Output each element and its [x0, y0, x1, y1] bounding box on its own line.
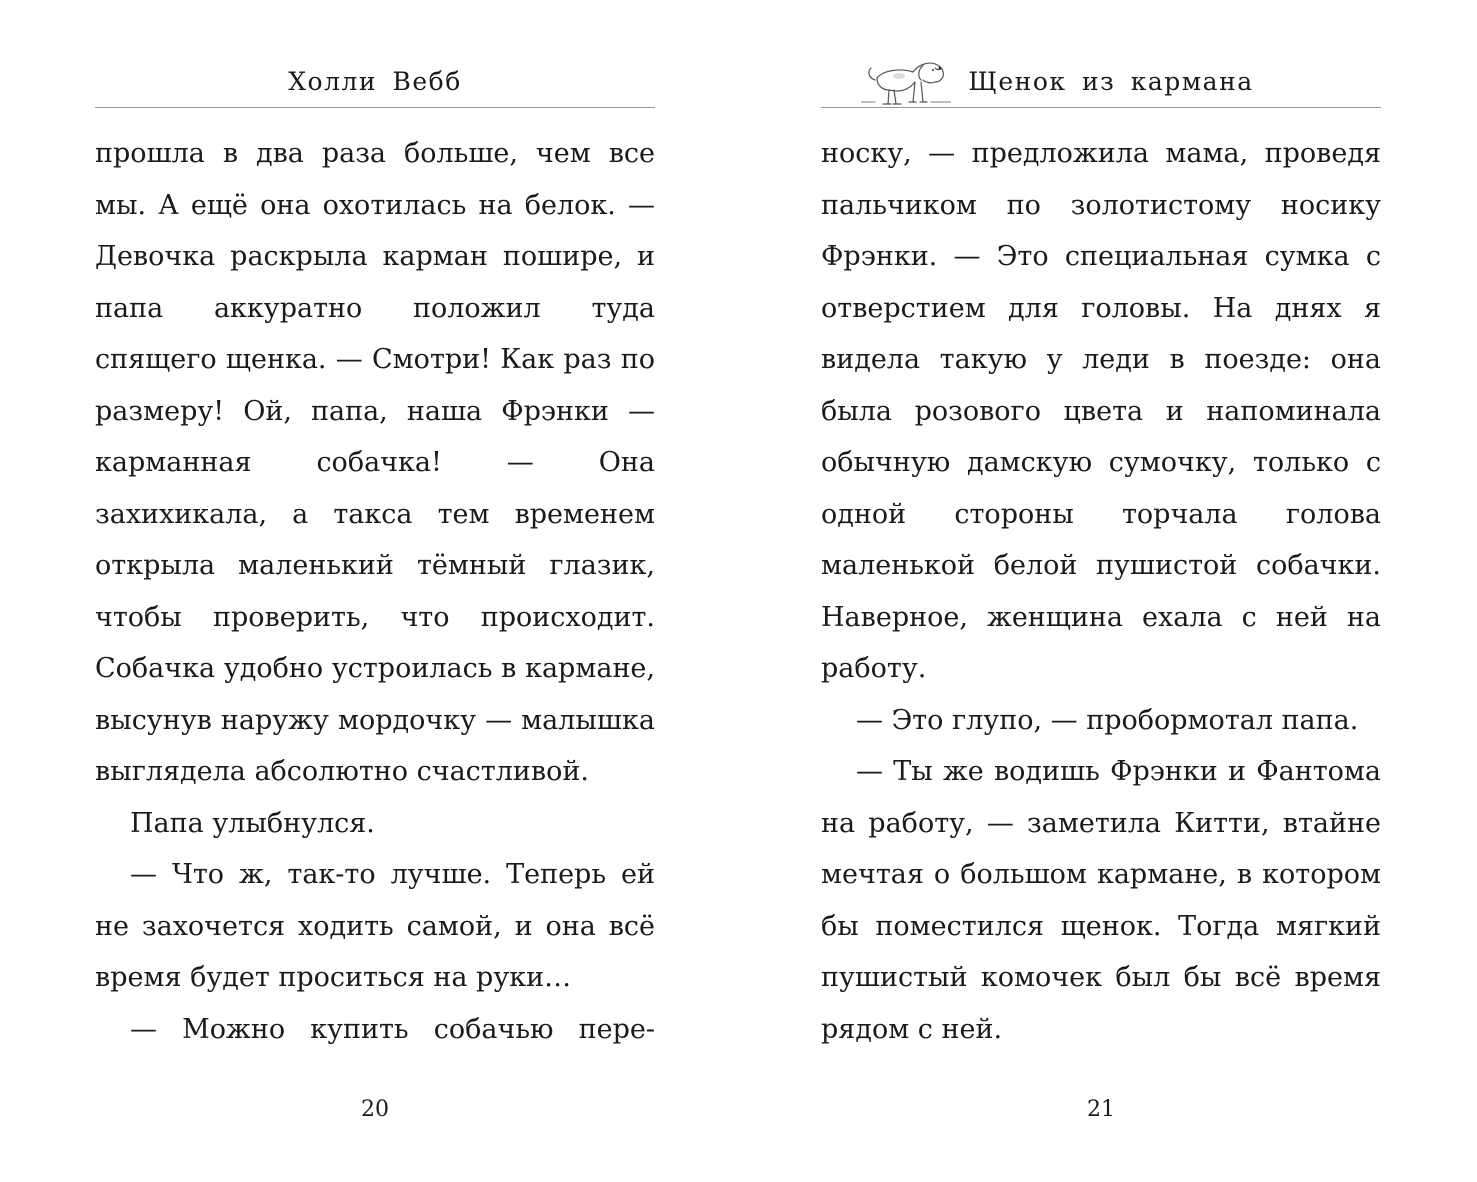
page-text	[95, 128, 655, 1055]
paragraph: Папа улыбнулся.	[130, 807, 375, 839]
paragraph: — Ты же водишь Фрэнки и Фантома на работу, — заметила Китти, втайне мечтая о большом кармане, в котором бы поместился щенок. Тогда мягкий пушистый комочек был бы всё время рядом с ней.	[821, 756, 1381, 1045]
page-number: 20	[361, 1097, 389, 1122]
running-header	[95, 60, 655, 108]
running-header	[821, 60, 1381, 108]
right-page	[821, 0, 1381, 1182]
page-text	[821, 128, 1381, 1055]
page-number: 21	[1087, 1097, 1115, 1122]
paragraph: — Что ж, так-то лучше. Теперь ей не захочется ходить самой, и она всё время будет проситься на руки…	[95, 859, 655, 993]
paragraph: — Можно купить собачью пере-	[130, 1013, 655, 1045]
left-page	[95, 0, 655, 1182]
book-title: Щенок из кармана	[968, 67, 1254, 96]
paragraph: носку, — предложила мама, проведя пальчиком по золотистому носику Фрэнки. — Это специальная сумка с отверстием для головы. На днях я видела такую у леди в поезде: она была розового цвета и напоминала обычную дамскую сумочку, только с одной стороны торчала голова маленькой белой пушистой собачки. Наверное, женщина ехала с ней на работу.	[821, 138, 1381, 684]
author-name: Холли Вебб	[288, 67, 462, 96]
paragraph: прошла в два раза больше, чем все мы. А ещё она охотилась на белок. — Девочка раскрыла карман пошире, и папа аккуратно положил туда спящего щенка. — Смотри! Как раз по размеру! Ой, папа, наша Фрэнки — карманная собачка! — Она захихикала, а такса тем временем открыла маленький тёмный глазик, чтобы проверить, что происходит. Собачка удобно устроилась в кармане, высунув наружу мордочку — малышка выглядела абсолютно счастливой.	[95, 138, 655, 787]
paragraph: — Это глупо, — пробормотал папа.	[856, 704, 1359, 736]
